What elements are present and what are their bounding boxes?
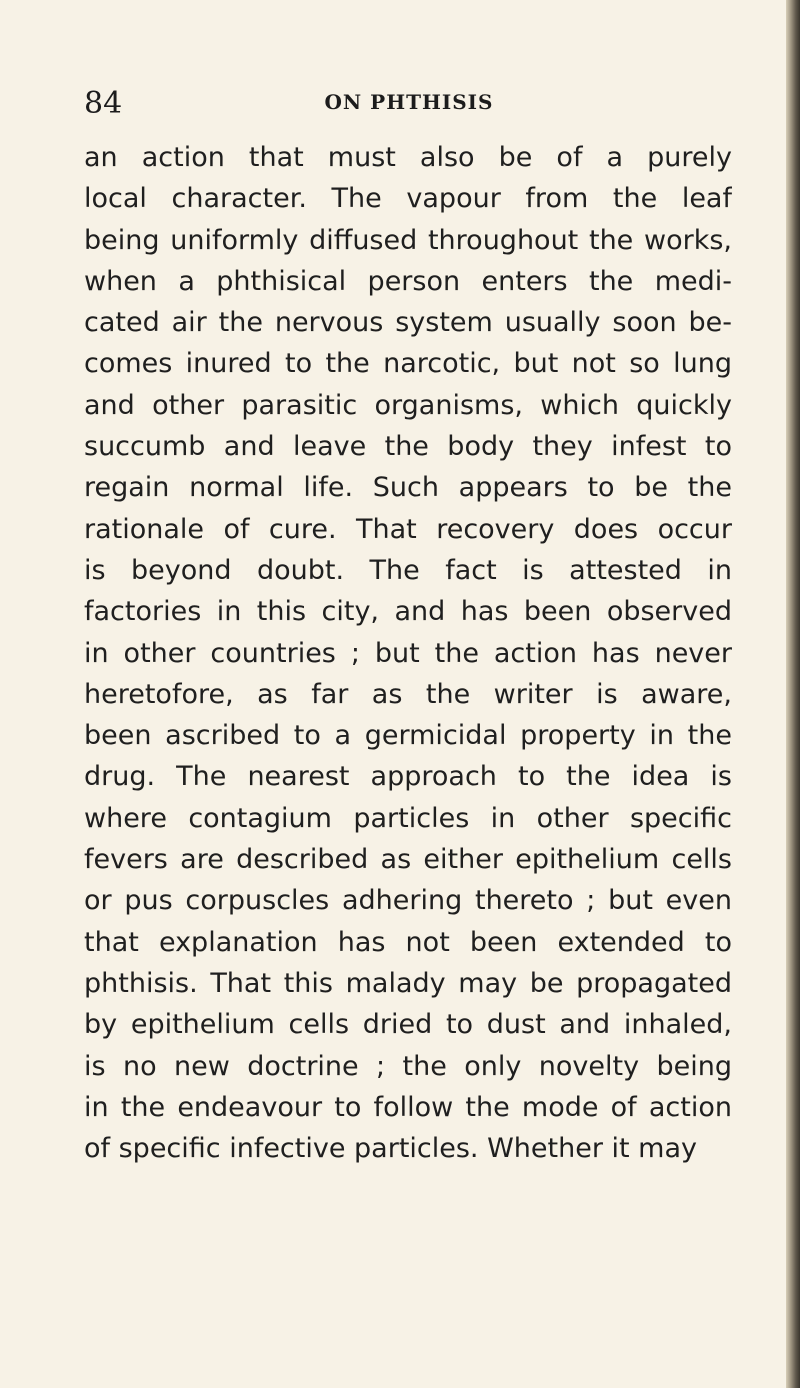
text-line: cated air the nervous system usually soon be- [84, 307, 732, 339]
text-line: local character. The vapour from the leaf [84, 183, 732, 215]
text-line: rationale of cure. That recovery does occur [84, 513, 732, 545]
text-line: is beyond doubt. The fact is attested in [84, 554, 732, 586]
text-line: by epithelium cells dried to dust and inhaled, [84, 1009, 732, 1041]
text-line: factories in this city, and has been observed [84, 596, 732, 628]
body-text [84, 137, 732, 1169]
text-line: heretofore, as far as the writer is aware, [84, 678, 732, 710]
text-line: succumb and leave the body they infest to [84, 431, 732, 463]
page-header [84, 86, 734, 126]
text-line: or pus corpuscles adhering thereto ; but even [84, 885, 732, 917]
text-line: drug. The nearest approach to the idea is [84, 761, 732, 793]
text-line: being uniformly diffused throughout the works, [84, 224, 732, 256]
text-line: comes inured to the narcotic, but not so lung [84, 348, 732, 380]
text-line: phthisis. That this malady may be propagated [84, 967, 732, 999]
text-line: is no new doctrine ; the only novelty being [84, 1050, 732, 1082]
text-line: been ascribed to a germicidal property in the [84, 720, 732, 752]
text-line: of specific infective particles. Whether it may [84, 1133, 698, 1165]
text-line: in the endeavour to follow the mode of action [84, 1091, 732, 1123]
page-edge-shadow [786, 0, 800, 1388]
text-line: an action that must also be of a purely [84, 142, 732, 173]
text-line: where contagium particles in other specific [84, 802, 732, 834]
running-title: ON PHTHISIS [324, 90, 494, 114]
text-line: when a phthisical person enters the medi- [84, 265, 732, 297]
page-number: 84 [84, 86, 123, 121]
text-line: and other parasitic organisms, which quickly [84, 389, 732, 421]
text-line: regain normal life. Such appears to be the [84, 472, 732, 504]
text-line: that explanation has not been extended to [84, 926, 732, 958]
text-line: fevers are described as either epithelium cells [84, 844, 732, 876]
text-line: in other countries ; but the action has never [84, 637, 732, 669]
